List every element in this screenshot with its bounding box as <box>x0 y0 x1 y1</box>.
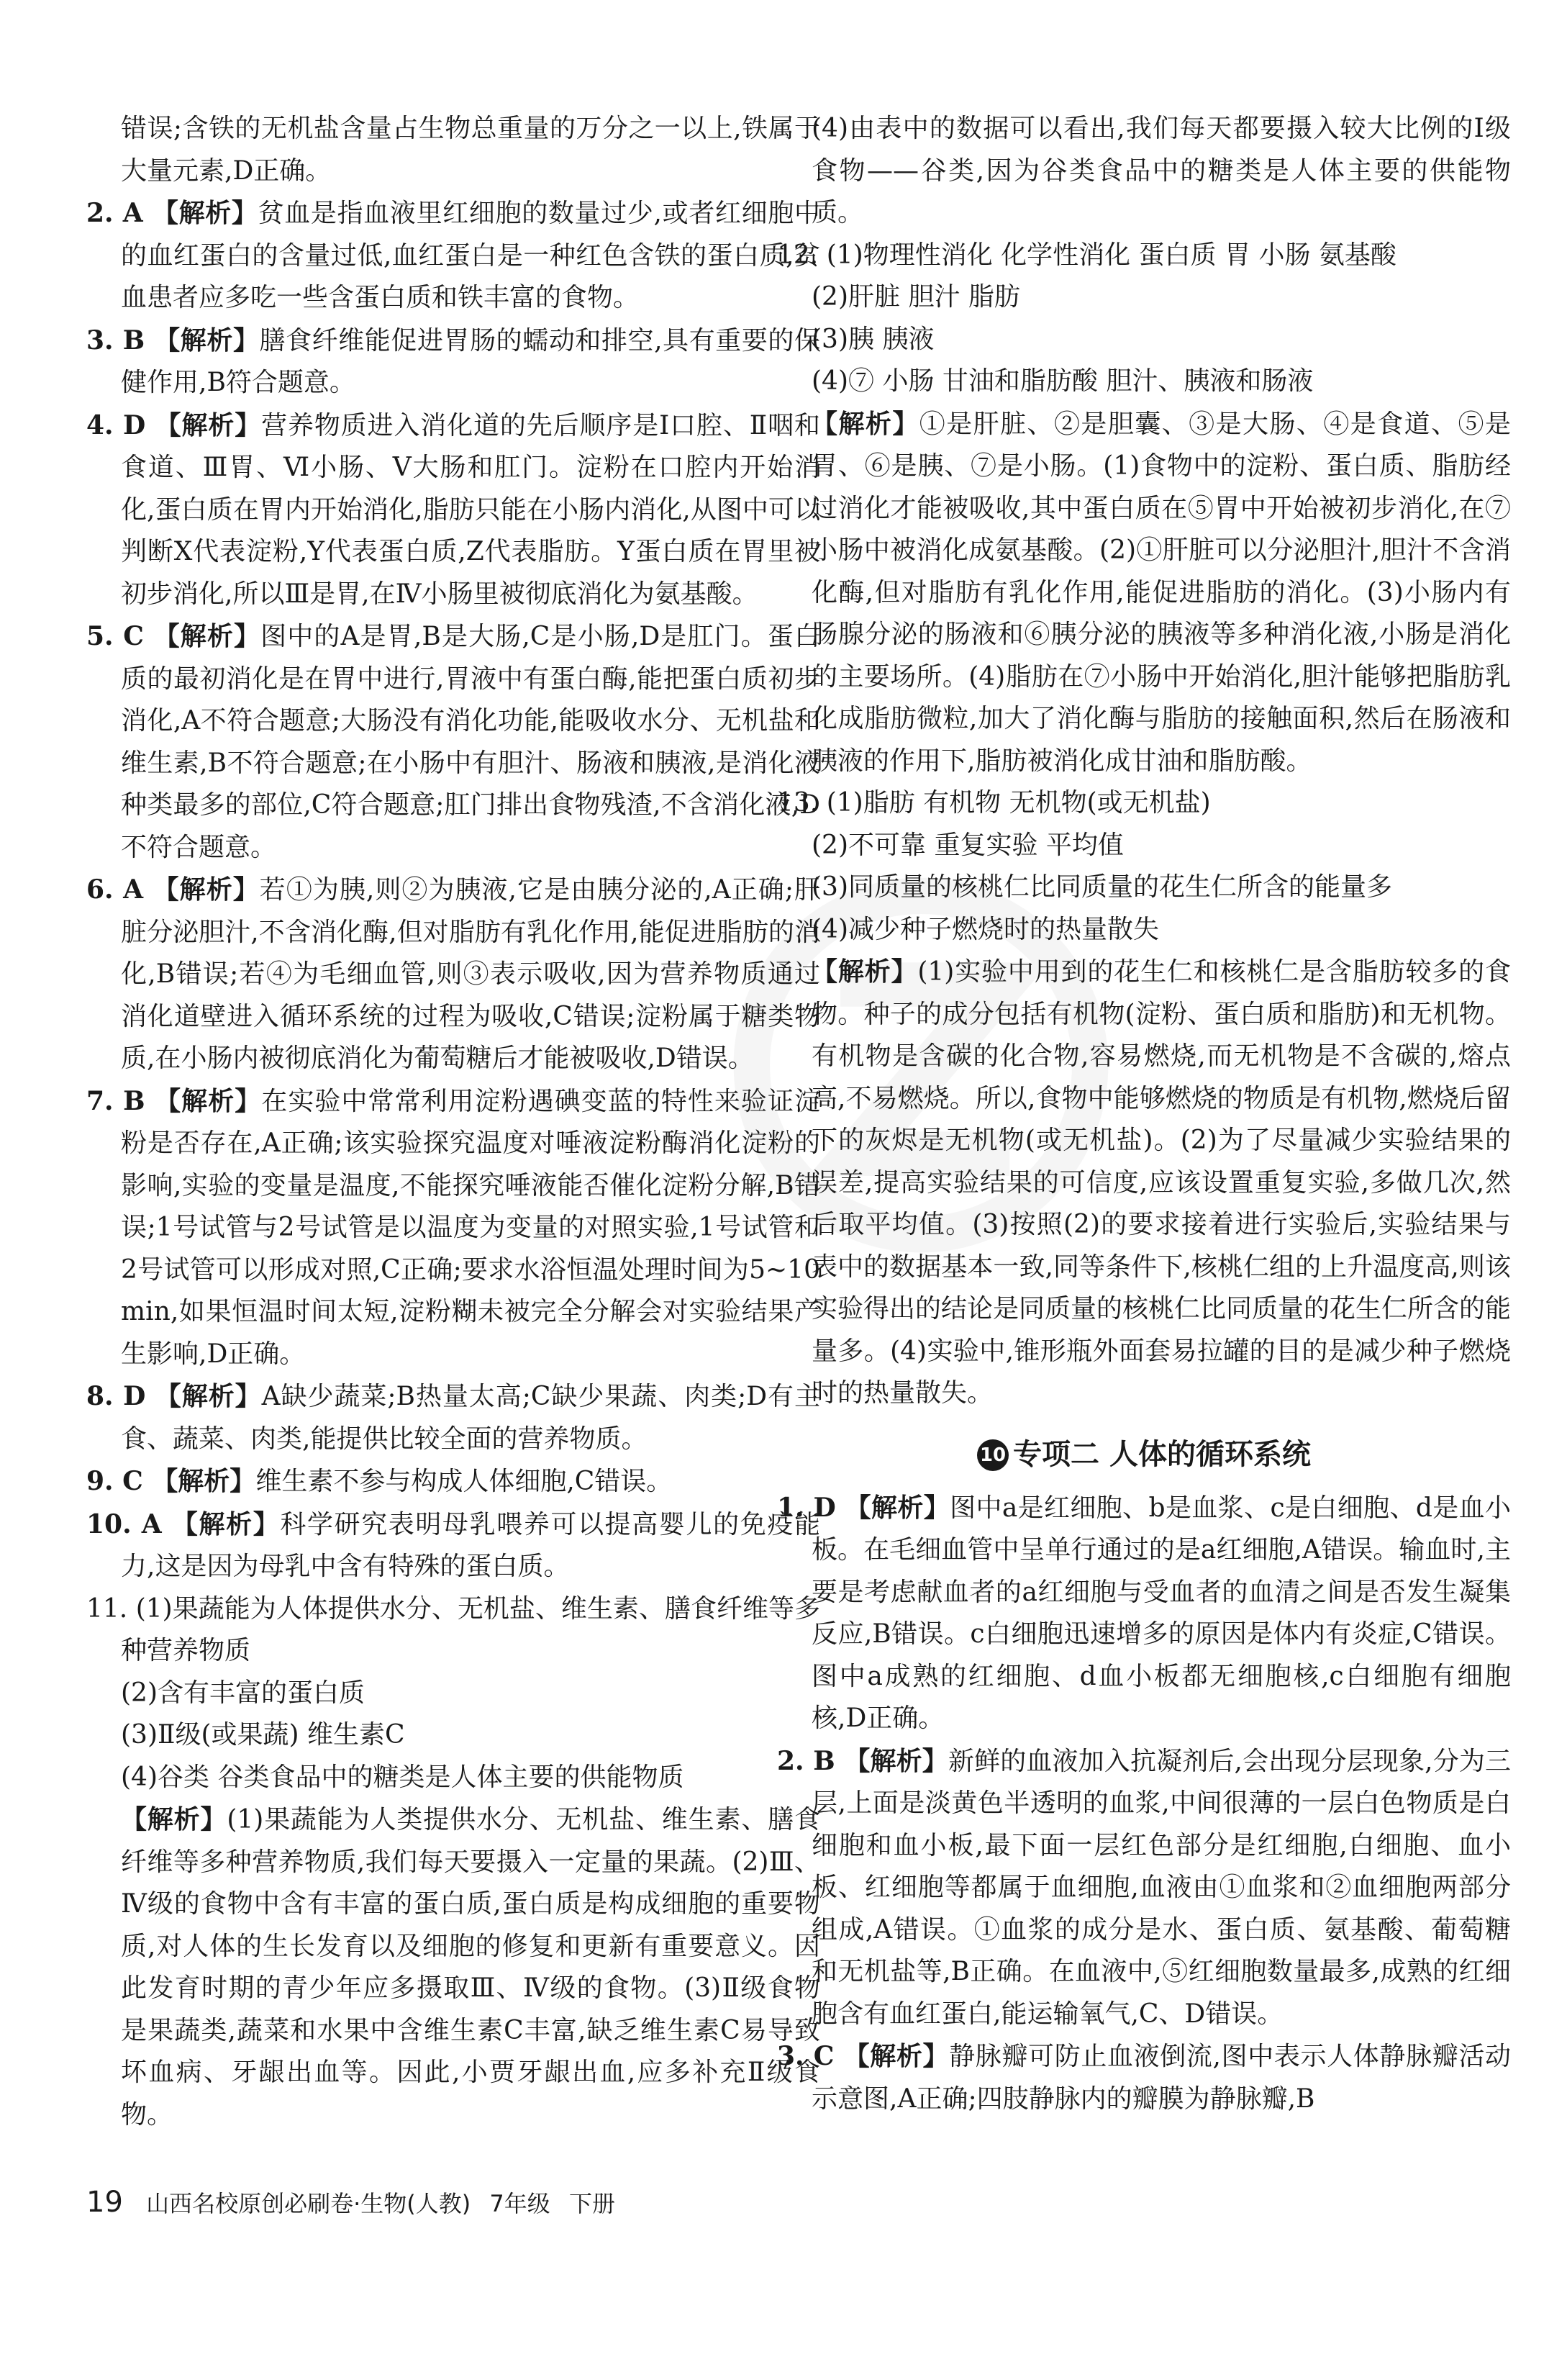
page-footer <box>86 2188 627 2218</box>
answer-label: 8. D 【解析】 <box>86 1381 262 1411</box>
answer-text: 静脉瓣可防止血液倒流,图中表示人体静脉瓣活动示意图,A正确;四肢静脉内的瓣膜为静脉瓣,B <box>812 2042 1511 2114</box>
answer-paragraph <box>86 615 820 869</box>
answer-paragraph <box>777 867 1511 909</box>
volume-label: 下册 <box>568 2190 615 2217</box>
right-column <box>777 108 1511 2120</box>
answer-text: (4)由表中的数据可以看出,我们每天都要摄入较大比例的Ⅰ级食物——谷类,因为谷类食品中的糖类是人体主要的供能物质。 <box>812 114 1511 227</box>
answer-label: 【解析】 <box>121 1804 227 1834</box>
answer-text: (2)肝脏 胆汁 脂肪 <box>812 282 1020 312</box>
answer-label: 2. A 【解析】 <box>86 198 258 228</box>
answer-text: 图中a是红细胞、b是血浆、c是白细胞、d是血小板。在毛细血管中呈单行通过的是a红细胞,A错误。输血时,主要是考虑献血者的a红细胞与受血者的血清之间是否发生凝集反应,B错误。c白细胞迅速增多的原因是体内有炎症,C错误。图中a成熟的红细胞、d血小板都无细胞核,c白细胞有细胞核,D正确。 <box>812 1493 1512 1733</box>
answer-label: 【解析】 <box>812 408 919 439</box>
answer-paragraph <box>777 276 1511 319</box>
answer-label: 3. B 【解析】 <box>86 325 260 356</box>
answer-text: 科学研究表明母乳喂养可以提高婴儿的免疫能力,这是因为母乳中含有特殊的蛋白质。 <box>121 1509 820 1581</box>
answer-paragraph <box>86 320 820 404</box>
answer-label: 6. A 【解析】 <box>86 874 260 905</box>
answer-text: (1)实验中用到的花生仁和核桃仁是含脂肪较多的食物。种子的成分包括有机物(淀粉、蛋白质和脂肪)和无机物。有机物是含碳的化合物,容易燃烧,而无机物是不含碳的,熔点高,不易燃烧。所以,食物中能够燃烧的物质是有机物,燃烧后留下的灰烬是无机物(或无机盐)。(2)为了尽量减少实验结果的误差,提高实验结果的可信度,应该设置重复实验,多做几次,然后取平均值。(3)按照(2)的要求接着进行实验后,实验结果与表中的数据基本一致,同等条件下,核桃仁组的上升温度高,则该实验得出的结论是同质量的核桃仁比同质量的花生仁所含的能量多。(4)实验中,锥形瓶外面套易拉罐的目的是减少种子燃烧时的热量散失。 <box>812 957 1512 1408</box>
answer-paragraph <box>777 909 1511 951</box>
answer-text: 贫血是指血液里红细胞的数量过少,或者红细胞中的血红蛋白的含量过低,血红蛋白是一种红色含铁的蛋白质,贫血患者应多吃一些含蛋白质和铁丰富的食物。 <box>121 199 820 312</box>
answer-text: A缺少蔬菜;B热量太高;C缺少果蔬、肉类;D有主食、蔬菜、肉类,能提供比较全面的营养物质。 <box>121 1382 820 1454</box>
answer-text: 营养物质进入消化道的先后顺序是Ⅰ口腔、Ⅱ咽和食道、Ⅲ胃、Ⅵ小肠、Ⅴ大肠和肛门。淀粉在口腔内开始消化,蛋白质在胃内开始消化,脂肪只能在小肠内消化,从图中可以判断X代表淀粉,Y代表蛋白质,Z代表脂肪。Y蛋白质在胃里被初步消化,所以Ⅲ是胃,在Ⅳ小肠里被彻底消化为氨基酸。 <box>121 410 820 609</box>
answer-paragraph <box>86 1080 820 1376</box>
answer-paragraph <box>86 404 820 616</box>
answer-paragraph <box>86 1673 820 1715</box>
answer-text: (4)谷类 谷类食品中的糖类是人体主要的供能物质 <box>121 1762 684 1792</box>
answer-paragraph <box>777 235 1511 277</box>
answer-paragraph <box>777 1487 1511 1740</box>
book-title: 山西名校原创必刷卷·生物(人教) <box>146 2190 471 2217</box>
answer-text: (2)不可靠 重复实验 平均值 <box>812 830 1124 860</box>
answer-paragraph <box>777 1740 1511 2036</box>
answer-paragraph <box>777 825 1511 867</box>
answer-label: 10. A 【解析】 <box>86 1508 281 1539</box>
answer-label: 【解析】 <box>812 956 918 987</box>
answer-text: (4)减少种子燃烧时的热量散失 <box>812 914 1159 944</box>
page-number: 19 <box>86 2186 123 2219</box>
answer-text: (3)同质量的核桃仁比同质量的花生仁所含的能量多 <box>812 872 1392 902</box>
answer-paragraph <box>86 1588 820 1673</box>
answer-paragraph <box>86 1375 820 1460</box>
answer-paragraph <box>86 1503 820 1588</box>
answer-paragraph <box>777 951 1511 1415</box>
answer-paragraph <box>86 1460 820 1503</box>
answer-label: 4. D 【解析】 <box>86 410 262 440</box>
answer-label: 2. B 【解析】 <box>777 1745 948 1776</box>
answer-text: ①是肝脏、②是胆囊、③是大肠、④是食道、⑤是胃、⑥是胰、⑦是小肠。(1)食物中的淀粉、蛋白质、脂肪经过消化才能被吸收,其中蛋白质在⑤胃中开始被初步消化,在⑦小肠中被消化成氨基酸。(2)①肝脏可以分泌胆汁,胆汁不含消化酶,但对脂肪有乳化作用,能促进脂肪的消化。(3)小肠内有肠腺分泌的肠液和⑥胰分泌的胰液等多种消化液,小肠是消化的主要场所。(4)脂肪在⑦小肠中开始消化,胆汁能够把脂肪乳化成脂肪微粒,加大了消化酶与脂肪的接触面积,然后在肠液和胰液的作用下,脂肪被消化成甘油和脂肪酸。 <box>812 409 1511 776</box>
answer-text: 错误;含铁的无机盐含量占生物总重量的万分之一以上,铁属于大量元素,D正确。 <box>121 114 820 186</box>
answer-text: 12. (1)物理性消化 化学性消化 蛋白质 胃 小肠 氨基酸 <box>777 240 1396 270</box>
answer-text: (2)含有丰富的蛋白质 <box>121 1678 365 1708</box>
answer-paragraph <box>86 108 820 192</box>
answer-paragraph <box>777 2035 1511 2120</box>
answer-text: 新鲜的血液加入抗凝剂后,会出现分层现象,分为三层,上面是淡黄色半透明的血浆,中间很薄的一层白色物质是白细胞和血小板,最下面一层红色部分是红细胞,白细胞、血小板、红细胞等都属于血细胞,血液由①血浆和②血细胞两部分组成,A错误。①血浆的成分是水、蛋白质、氨基酸、葡萄糖和无机盐等,B正确。在血液中,⑤红细胞数量最多,成熟的红细胞含有血红蛋白,能运输氧气,C、D错误。 <box>812 1746 1512 2029</box>
answer-text: 13. (1)脂肪 有机物 无机物(或无机盐) <box>777 788 1211 818</box>
answer-text: 11. (1)果蔬能为人体提供水分、无机盐、维生素、膳食纤维等多种营养物质 <box>86 1593 820 1665</box>
answer-paragraph <box>86 1798 820 2136</box>
answer-paragraph <box>777 403 1511 783</box>
answer-text: 维生素不参与构成人体细胞,C错误。 <box>255 1467 673 1496</box>
answer-label: 7. B 【解析】 <box>86 1085 262 1116</box>
answer-paragraph <box>86 1714 820 1757</box>
grade-label: 7年级 <box>489 2190 550 2217</box>
answer-paragraph <box>777 782 1511 825</box>
left-column <box>86 108 820 2136</box>
answer-text: (3)胰 胰液 <box>812 324 935 354</box>
answer-label: 9. C 【解析】 <box>86 1466 256 1496</box>
answer-text: 图中的A是胃,B是大肠,C是小肠,D是肛门。蛋白质的最初消化是在胃中进行,胃液中有蛋白酶,能把蛋白质初步消化,A不符合题意;大肠没有消化功能,能吸收水分、无机盐和维生素,B不符合题意;在小肠中有胆汁、肠液和胰液,是消化液种类最多的部位,C符合题意;肛门排出食物残渣,不含消化液,D不符合题意。 <box>121 622 820 862</box>
answer-paragraph <box>777 319 1511 361</box>
answer-paragraph <box>777 361 1511 403</box>
section-title: 专项二 人体的循环系统 <box>1013 1437 1311 1471</box>
answer-text: (1)果蔬能为人类提供水分、无机盐、维生素、膳食纤维等多种营养物质,我们每天要摄入一定量的果蔬。(2)Ⅲ、Ⅳ级的食物中含有丰富的蛋白质,蛋白质是构成细胞的重要物质,对人体的生长发育以及细胞的修复和更新有重要意义。因此发育时期的青少年应多摄取Ⅲ、Ⅳ级的食物。(3)Ⅱ级食物是果蔬类,蔬菜和水果中含维生素C丰富,缺乏维生素C易导致坏血病、牙龈出血等。因此,小贾牙龈出血,应多补充Ⅱ级食物。 <box>121 1805 820 2130</box>
answer-text: (4)⑦ 小肠 甘油和脂肪酸 胆汁、胰液和肠液 <box>812 366 1314 396</box>
answer-paragraph <box>777 108 1511 235</box>
answer-text: 若①为胰,则②为胰液,它是由胰分泌的,A正确;肝脏分泌胆汁,不含消化酶,但对脂肪有乳化作用,能促进脂肪的消化,B错误;若④为毛细血管,则③表示吸收,因为营养物质通过消化道壁进入循环系统的过程为吸收,C错误;淀粉属于糖类物质,在小肠内被彻底消化为葡萄糖后才能被吸收,D错误。 <box>121 875 820 1073</box>
answer-text: (3)Ⅱ级(或果蔬) 维生素C <box>121 1720 405 1750</box>
section-number-badge: 10 <box>977 1439 1009 1471</box>
answer-text: 在实验中常常利用淀粉遇碘变蓝的特性来验证淀粉是否存在,A正确;该实验探究温度对唾液淀粉酶消化淀粉的影响,实验的变量是温度,不能探究唾液能否催化淀粉分解,B错误;1号试管与2号试管是以温度为变量的对照实验,1号试管和2号试管可以形成对照,C正确;要求水浴恒温处理时间为5~10 min,如果恒温时间太短,淀粉糊未被完全分解会对实验结果产生影响,D正确。 <box>121 1086 820 1369</box>
answer-label: 3. C 【解析】 <box>777 2041 950 2071</box>
section-heading <box>777 1432 1511 1477</box>
answer-paragraph <box>86 869 820 1080</box>
answer-text: 膳食纤维能促进胃肠的蠕动和排空,具有重要的保健作用,B符合题意。 <box>121 325 820 397</box>
answer-paragraph <box>86 192 820 320</box>
answer-paragraph <box>86 1757 820 1799</box>
answer-label: 1. D 【解析】 <box>777 1492 950 1523</box>
answer-label: 5. C 【解析】 <box>86 621 261 651</box>
